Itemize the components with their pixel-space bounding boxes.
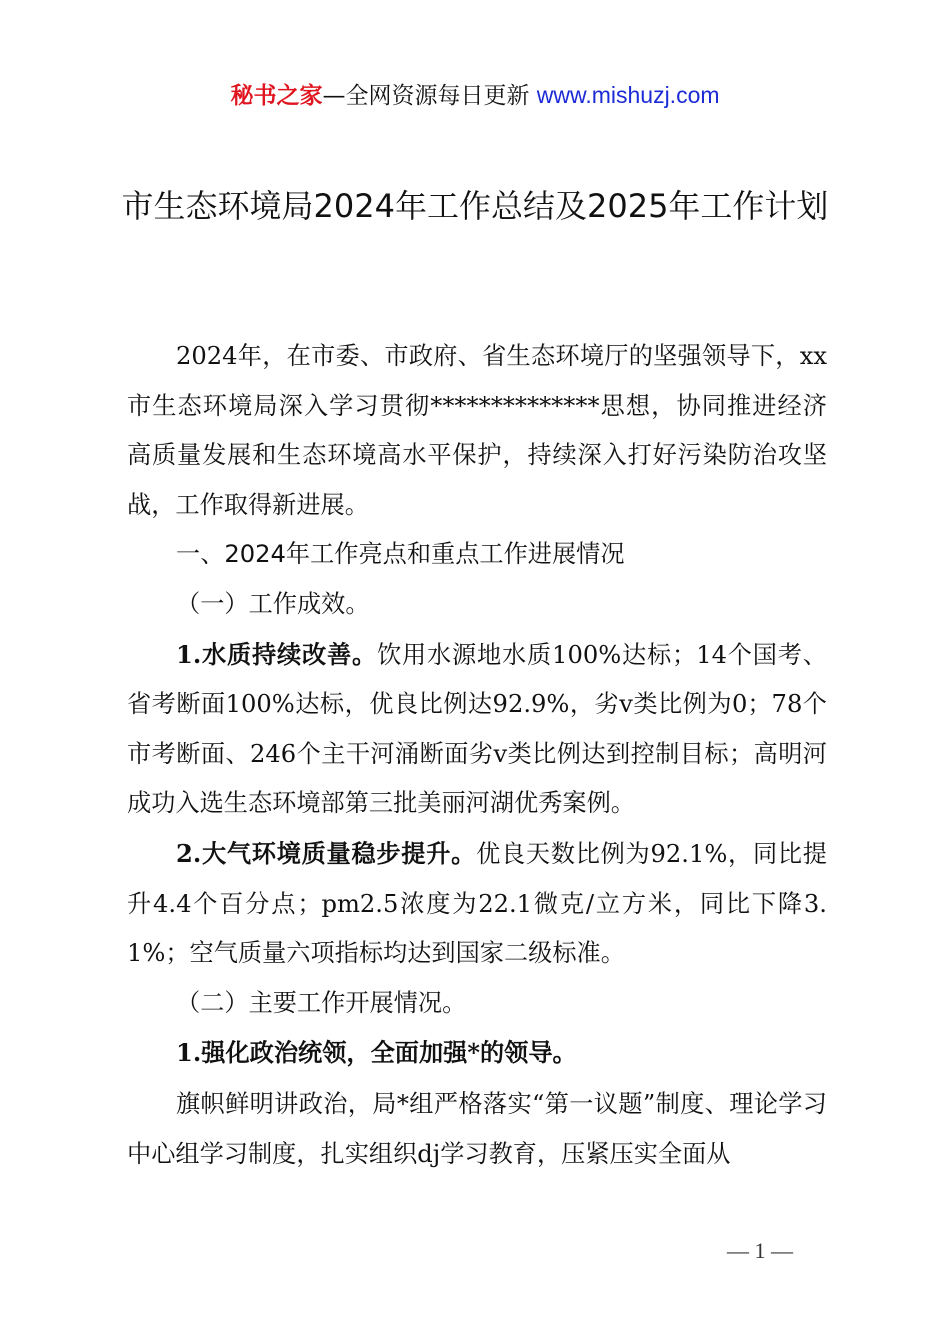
paragraph-text: 优良天数比例为92.1%，同比提升4.4个百分点；pm2.5浓度为22.1微克/立方米，同比下降3.1%；空气质量六项指标均达到国家二级标准。 bbox=[127, 839, 827, 968]
document-title: 市生态环境局2024年工作总结及2025年工作计划 bbox=[121, 187, 829, 225]
section-heading bbox=[127, 530, 827, 580]
subsection-heading bbox=[127, 979, 827, 1029]
paragraph-lead: 2.大气环境质量稳步提升。 bbox=[176, 838, 477, 868]
paragraph-text: 饮用水源地水质100%达标；14个国考、省考断面100%达标，优良比例达92.9%，劣ⅴ类比例为0；78个市考断面、246个主干河涌断面劣ⅴ类比例达到控制目标；高明河成功入选生态环境部第三批美丽河湖优秀案例。 bbox=[127, 640, 827, 818]
site-name: 秘书之家 bbox=[230, 83, 323, 109]
paragraph-lead: 1.强化政治统领，全面加强*的领导。 bbox=[176, 1038, 577, 1068]
site-tagline: —全网资源每日更新 bbox=[322, 83, 537, 109]
site-header bbox=[0, 80, 950, 111]
document-body bbox=[127, 331, 827, 1179]
subsection-heading bbox=[127, 580, 827, 630]
intro-paragraph bbox=[127, 331, 827, 530]
air-quality-paragraph bbox=[127, 829, 827, 979]
page-number: — 1 — bbox=[727, 1238, 793, 1263]
item-heading bbox=[127, 1028, 827, 1079]
paragraph-text: （二）主要工作开展情况。 bbox=[176, 988, 467, 1017]
paragraph-text: 2024年，在市委、市政府、省生态环境厅的坚强领导下，xx市生态环境局深入学习贯彻**************思想，协同推进经济高质量发展和生态环境高水平保护，持续深入打好污染防治攻坚战，工作取得新进展。 bbox=[127, 342, 827, 519]
site-url-link[interactable]: www.mishuzj.com bbox=[536, 82, 720, 108]
paragraph-text: 旗帜鲜明讲政治，局*组严格落实“第一议题”制度、理论学习中心组学习制度，扎实组织dj学习教育，压紧压实全面从 bbox=[127, 1089, 827, 1168]
paragraph-text: 一、2024年工作亮点和重点工作进展情况 bbox=[176, 540, 625, 569]
politics-paragraph bbox=[127, 1079, 827, 1179]
water-quality-paragraph bbox=[127, 630, 827, 829]
paragraph-lead: 1.水质持续改善。 bbox=[176, 639, 378, 669]
paragraph-text: （一）工作成效。 bbox=[176, 589, 370, 618]
